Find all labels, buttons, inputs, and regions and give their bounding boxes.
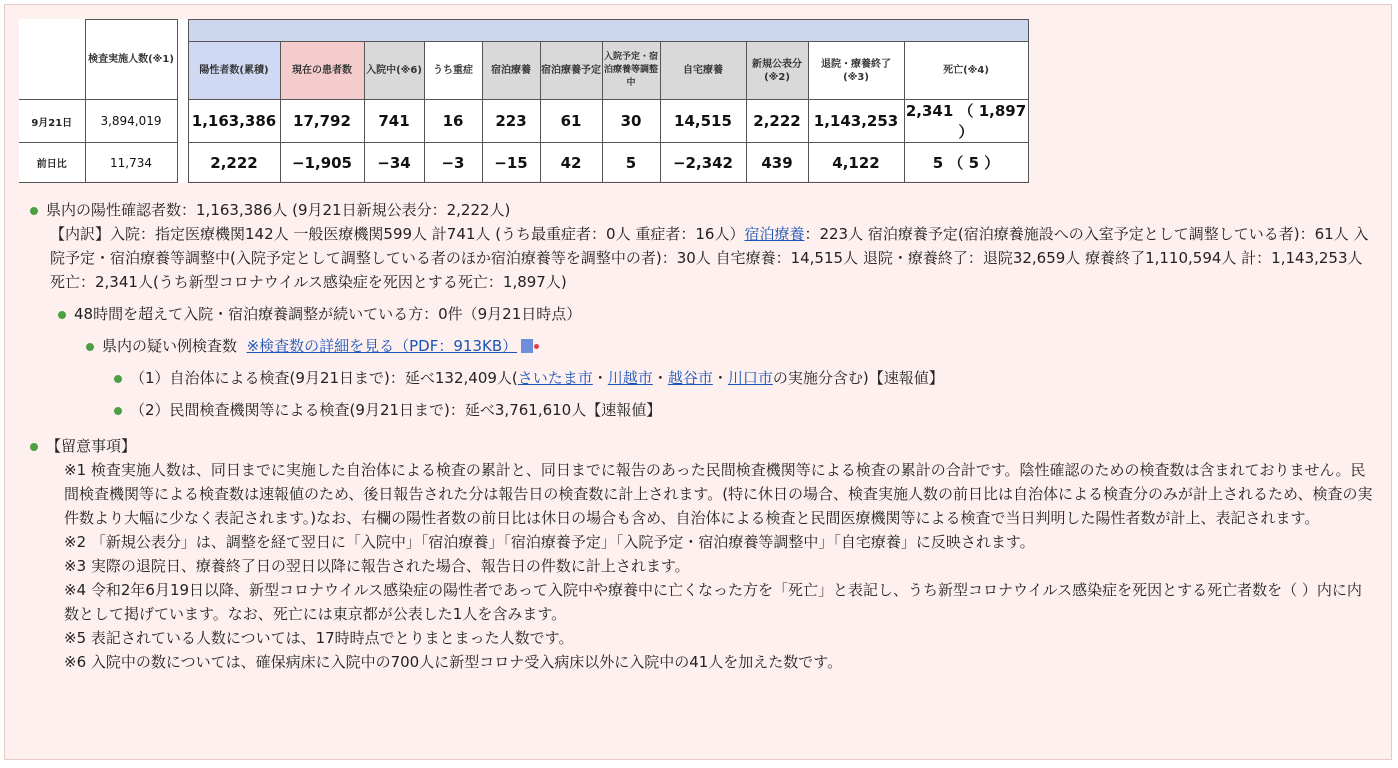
- header-home: 自宅療養: [660, 42, 746, 100]
- header-current: 現在の患者数: [280, 42, 364, 100]
- saitama-link[interactable]: さいたま市: [517, 369, 593, 387]
- suspect-item: 県内の疑い例検査数 ※検査数の詳細を見る（PDF：913KB）: [82, 334, 1376, 358]
- header-positives: 陽性者数(累積): [188, 42, 280, 100]
- stats-table-image: [19, 19, 1029, 181]
- pdf-icon: [521, 339, 533, 353]
- note-2: ※2 「新規公表分」は、調整を経て翌日に「入院中」「宿泊療養」「宿泊療養予定」「入院予定・宿泊療養等調整中」「自宅療養」に反映されます。: [64, 533, 1035, 551]
- header-recovered: 退院・療養終了(※3): [808, 42, 904, 100]
- notes-title: 【留意事項】: [46, 437, 137, 455]
- note-3: ※3 実際の退院日、療養終了日の翌日以降に報告された場合、報告日の件数に計上されます。: [64, 557, 690, 575]
- main-content: [26, 198, 1376, 674]
- header-hospitalized: 入院中(※6): [364, 42, 424, 100]
- note-1: ※1 検査実施人数は、同日までに実施した自治体による検査の累計と、同日までに報告のあった民間検査機関等による検査の累計の合計です。陰性確認のための検査数は含まれておりません。民間検査機関等による検査数は速報値のため、後日報告された分は報告日の検査数に計上されます。(特に休日の場合、検査実施人数の前日比は自治体による検査分のみが計上されるため、検査の実件数より大幅に少なく表記されます。)なお、右欄の陽性者数の前日比は休日の場合も含め、自治体による検査と民間医療機関等による検査で当日判明した陽性者数が計上、表記されます。: [64, 461, 1373, 527]
- note-4: ※4 令和2年6月19日以降、新型コロナウイルス感染症の陽性者であって入院中や療養中に亡くなった方を「死亡」と表記し、うち新型コロナウイルス感染症を死因とする死亡者数を（ ）内に内数として掲げています。なお、死亡には東京都が公表した1人を含みます。: [64, 581, 1362, 623]
- kawaguchi-link[interactable]: 川口市: [727, 369, 773, 387]
- table-row: 9月21日 3,894,019 1,163,386 17,792 741 16 223 61 30 14,515 2,222 1,143,253 2,341 （ 1,897 ）: [19, 100, 1028, 143]
- header-hotel-planned: 宿泊療養予定: [540, 42, 602, 100]
- notes-section: [26, 434, 1376, 674]
- koshigaya-link[interactable]: 越谷市: [667, 369, 713, 387]
- header-adjusting: 入院予定・宿泊療養等調整中: [602, 42, 660, 100]
- positive-count-text: 県内の陽性確認者数：1,163,386人 (9月21日新規公表分：2,222人): [46, 201, 511, 219]
- stats-table: [19, 19, 1029, 183]
- note-6: ※6 入院中の数については、確保病床に入院中の700人に新型コロナ受入病床以外に入院中の41人を加えた数です。: [64, 653, 843, 671]
- note-5: ※5 表記されている人数については、17時時点でとりまとまった人数です。: [64, 629, 574, 647]
- breakdown-text: 【内訳】入院：指定医療機関142人 一般医療機関599人 計741人 (うち最重症者：0人 重症者：16人）宿泊療養：223人 宿泊療養予定(宿泊療養施設への入室予定として調整している者)：61人 入院予定・宿泊療養等調整中(入院予定として調整している者のほか宿泊療養等を調整中の者)：30人 自宅療養：14,515人 退院・療養終了：退院32,659人 療養終了1,110,594人 計：1,143,253人 死亡：2,341人(うち新型コロナウイルス感染症を死因とする死亡：1,897人): [50, 225, 1369, 291]
- pdf-detail-link[interactable]: ※検査数の詳細を見る（PDF：913KB）: [246, 337, 518, 355]
- header-tested: 検査実施人数(※1): [85, 20, 177, 100]
- hotel-link[interactable]: 宿泊療養: [744, 225, 805, 243]
- public-test-item: （1）自治体による検査(9月21日まで)：延べ132,409人(さいたま市・川越市・越谷市・川口市の実施分含む)【速報値】: [110, 366, 1376, 390]
- kawagoe-link[interactable]: 川越市: [607, 369, 653, 387]
- header-new: 新規公表分(※2): [746, 42, 808, 100]
- header-hotel: 宿泊療養: [482, 42, 540, 100]
- header-deaths: 死亡(※4): [904, 42, 1028, 100]
- adjust48-item: 48時間を超えて入院・宿泊療養調整が続いている方：0件（9月21日時点）: [54, 302, 1376, 326]
- summary-item: [26, 198, 1376, 294]
- private-test-item: （2）民間検査機関等による検査(9月21日まで)：延べ3,761,610人【速報値】: [110, 398, 1376, 422]
- table-row: 前日比 11,734 2,222 −1,905 −34 −3 −15 42 5 −2,342 439 4,122 5 （ 5 ）: [19, 143, 1028, 183]
- header-severe: うち重症: [424, 42, 482, 100]
